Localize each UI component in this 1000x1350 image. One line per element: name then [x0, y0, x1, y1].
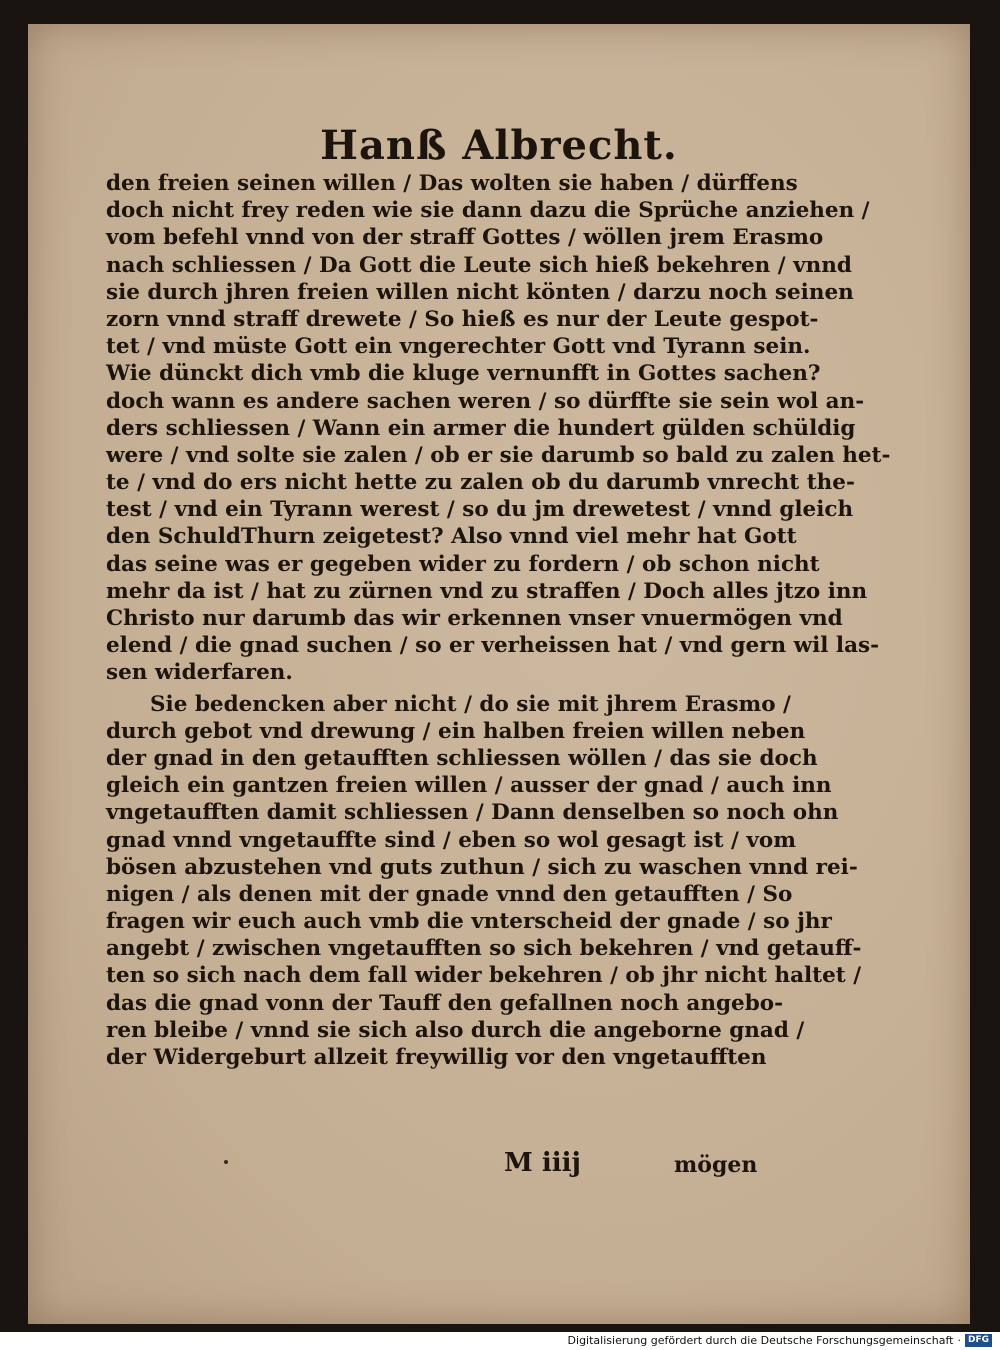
ink-dot [224, 1160, 228, 1164]
text-line: durch gebot vnd drewung / ein halben freien willen neben [106, 718, 806, 744]
text-line: nigen / als denen mit der gnade vnnd den getaufften / So [106, 881, 793, 907]
text-line: der Widergeburt allzeit freywillig vor den vngetaufften [106, 1045, 767, 1070]
text-line: elend / die gnad suchen / so er verheissen hat / vnd gern wil las- [106, 633, 880, 659]
separator-dot: · [957, 1334, 961, 1347]
text-line: gnad vnnd vngetauffte sind / eben so wol gesagt ist / vom [106, 827, 796, 853]
text-line: doch wann es andere sachen weren / so dürffte sie sein wol an- [106, 388, 865, 414]
text-line: vom befehl vnnd von der straff Gottes / wöllen jrem Erasmo [106, 225, 824, 251]
body-text [106, 170, 891, 1071]
text-line: nach schliessen / Da Gott die Leute sich hieß bekehren / vnnd [106, 252, 852, 278]
book-page [28, 24, 970, 1324]
text-line: bösen abzustehen vnd guts zuthun / sich zu waschen vnnd rei- [106, 854, 858, 880]
credit-text: Digitalisierung gefördert durch die Deutsche Forschungsgemeinschaft [567, 1334, 954, 1347]
text-line: der gnad in den getaufften schliessen wöllen / das sie doch [106, 745, 818, 771]
text-line: zorn vnnd straff drewete / So hieß es nur der Leute gespot- [106, 306, 819, 332]
catchword: mögen [674, 1152, 758, 1178]
text-line: den freien seinen willen / Das wolten sie haben / dürffens [106, 171, 798, 196]
text-line: fragen wir euch auch vmb die vnterscheid der gnade / so jhr [106, 909, 832, 935]
page-foot [28, 1148, 970, 1182]
text-line: test / vnd ein Tyrann werest / so du jm drewetest / vnnd gleich [106, 497, 854, 523]
dfg-logo-icon: DFG [965, 1334, 992, 1347]
text-line: tet / vnd müste Gott ein vngerechter Gott vnd Tyrann sein. [106, 334, 811, 360]
text-line: angebt / zwischen vngetaufften so sich bekehren / vnd getauff- [106, 936, 862, 962]
text-line: were / vnd solte sie zalen / ob er sie darumb so bald zu zalen het- [106, 442, 891, 468]
text-line: doch nicht frey reden wie sie dann dazu die Sprüche anziehen / [106, 198, 870, 224]
running-head: Hanß Albrecht. [320, 122, 678, 169]
text-line: sen widerfaren. [106, 660, 293, 686]
text-line: mehr da ist / hat zu zürnen vnd zu straffen / Doch alles jtzo inn [106, 578, 868, 604]
text-line: den SchuldThurn zeigetest? Also vnnd viel mehr hat Gott [106, 524, 797, 550]
text-line: das seine was er gegeben wider zu fordern / ob schon nicht [106, 551, 820, 577]
text-line: ders schliessen / Wann ein armer die hundert gülden schüldig [106, 415, 856, 441]
text-line: gleich ein gantzen freien willen / ausser der gnad / auch inn [106, 773, 832, 799]
text-line: te / vnd do ers nicht hette zu zalen ob du darumb vnrecht the- [106, 470, 855, 496]
text-line: Christo nur darumb das wir erkennen vnser vnuermögen vnd [106, 606, 843, 631]
paragraph-1 [106, 170, 891, 687]
text-line: das die gnad vonn der Tauff den gefallnen noch angebo- [106, 990, 784, 1016]
text-line: vngetaufften damit schliessen / Dann denselben so noch ohn [106, 800, 839, 826]
text-line: sie durch jhren freien willen nicht könten / darzu noch seinen [106, 279, 854, 305]
text-line: ten so sich nach dem fall wider bekehren / ob jhr nicht haltet / [106, 963, 862, 989]
text-line: Sie bedencken aber nicht / do sie mit jhrem Erasmo / [150, 691, 791, 717]
signature-mark: M iiij [504, 1148, 581, 1178]
digitization-credit [568, 1334, 992, 1347]
text-line: ren bleibe / vnnd sie sich also durch die angeborne gnad / [106, 1017, 805, 1043]
paragraph-2 [106, 691, 862, 1072]
text-line: Wie dünckt dich vmb die kluge vernunfft in Gottes sachen? [106, 361, 821, 387]
